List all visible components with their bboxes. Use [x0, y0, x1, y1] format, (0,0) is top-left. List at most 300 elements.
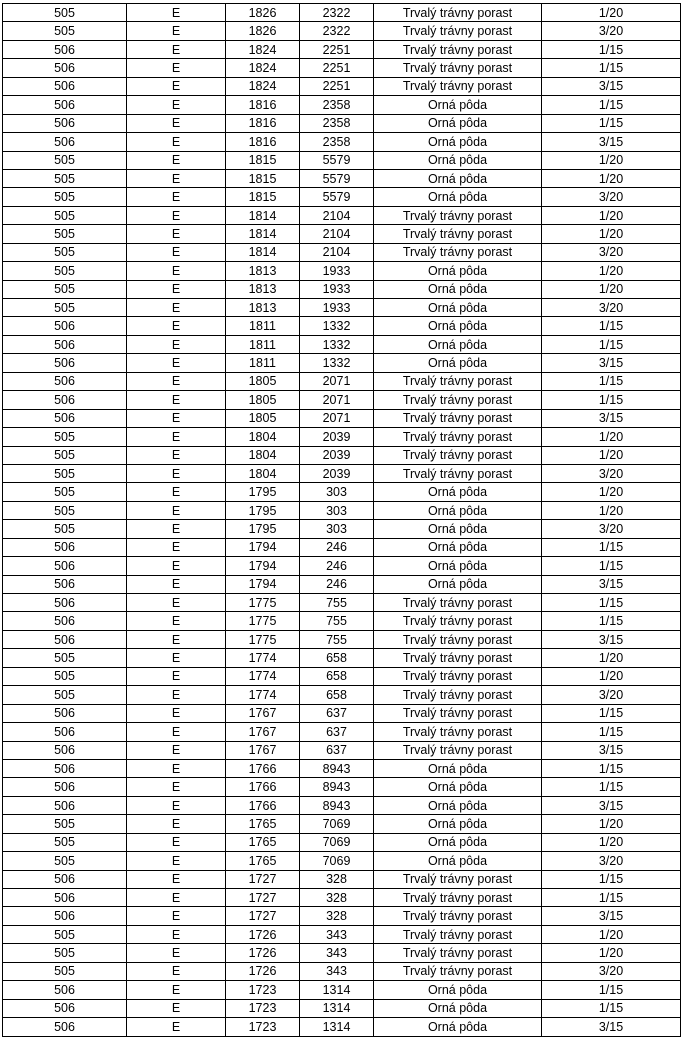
col-1-cell: 505	[3, 262, 127, 280]
col-6-cell: 1/20	[542, 225, 681, 243]
col-6-cell: 1/15	[542, 889, 681, 907]
col-5-cell: Orná pôda	[374, 501, 542, 519]
col-3-cell: 1795	[226, 520, 300, 538]
table-row	[3, 723, 681, 741]
col-5-cell: Trvalý trávny porast	[374, 612, 542, 630]
table-row	[3, 151, 681, 169]
col-6-cell: 1/15	[542, 538, 681, 556]
col-4-cell: 2071	[300, 409, 374, 427]
col-2-cell: E	[127, 557, 226, 575]
col-5-cell: Trvalý trávny porast	[374, 630, 542, 648]
col-1-cell: 505	[3, 280, 127, 298]
col-2-cell: E	[127, 464, 226, 482]
col-3-cell: 1816	[226, 133, 300, 151]
col-3-cell: 1767	[226, 741, 300, 759]
col-4-cell: 2322	[300, 4, 374, 22]
col-5-cell: Trvalý trávny porast	[374, 723, 542, 741]
col-3-cell: 1804	[226, 446, 300, 464]
col-6-cell: 3/15	[542, 409, 681, 427]
col-1-cell: 505	[3, 925, 127, 943]
col-2-cell: E	[127, 796, 226, 814]
col-1-cell: 505	[3, 852, 127, 870]
col-5-cell: Orná pôda	[374, 169, 542, 187]
col-3-cell: 1766	[226, 796, 300, 814]
col-5-cell: Orná pôda	[374, 354, 542, 372]
col-1-cell: 505	[3, 206, 127, 224]
col-3-cell: 1765	[226, 852, 300, 870]
col-4-cell: 2071	[300, 391, 374, 409]
col-5-cell: Orná pôda	[374, 96, 542, 114]
col-3-cell: 1727	[226, 889, 300, 907]
col-5-cell: Orná pôda	[374, 520, 542, 538]
col-4-cell: 2104	[300, 225, 374, 243]
col-6-cell: 1/20	[542, 280, 681, 298]
table-row	[3, 59, 681, 77]
col-2-cell: E	[127, 612, 226, 630]
col-5-cell: Trvalý trávny porast	[374, 372, 542, 390]
table-row	[3, 889, 681, 907]
table-row	[3, 483, 681, 501]
col-3-cell: 1824	[226, 40, 300, 58]
col-2-cell: E	[127, 686, 226, 704]
col-5-cell: Trvalý trávny porast	[374, 686, 542, 704]
col-2-cell: E	[127, 889, 226, 907]
col-2-cell: E	[127, 981, 226, 999]
col-3-cell: 1726	[226, 944, 300, 962]
col-5-cell: Orná pôda	[374, 262, 542, 280]
table-row	[3, 428, 681, 446]
col-4-cell: 2251	[300, 77, 374, 95]
col-3-cell: 1805	[226, 372, 300, 390]
col-1-cell: 505	[3, 833, 127, 851]
col-3-cell: 1794	[226, 557, 300, 575]
table-row	[3, 1018, 681, 1036]
table-row	[3, 538, 681, 556]
table-row	[3, 594, 681, 612]
col-6-cell: 1/20	[542, 446, 681, 464]
col-5-cell: Orná pôda	[374, 280, 542, 298]
col-6-cell: 1/20	[542, 483, 681, 501]
col-4-cell: 2039	[300, 446, 374, 464]
col-3-cell: 1814	[226, 225, 300, 243]
col-1-cell: 505	[3, 520, 127, 538]
col-6-cell: 1/20	[542, 4, 681, 22]
table-row	[3, 815, 681, 833]
table-row	[3, 501, 681, 519]
col-2-cell: E	[127, 962, 226, 980]
col-4-cell: 2039	[300, 428, 374, 446]
table-row	[3, 962, 681, 980]
col-3-cell: 1774	[226, 667, 300, 685]
col-2-cell: E	[127, 77, 226, 95]
col-3-cell: 1816	[226, 96, 300, 114]
table-row	[3, 40, 681, 58]
col-2-cell: E	[127, 594, 226, 612]
col-3-cell: 1815	[226, 169, 300, 187]
table-row	[3, 870, 681, 888]
col-2-cell: E	[127, 428, 226, 446]
col-3-cell: 1826	[226, 22, 300, 40]
col-6-cell: 3/15	[542, 133, 681, 151]
col-2-cell: E	[127, 999, 226, 1017]
table-row	[3, 778, 681, 796]
col-1-cell: 506	[3, 575, 127, 593]
col-6-cell: 1/15	[542, 557, 681, 575]
col-5-cell: Orná pôda	[374, 299, 542, 317]
table-row	[3, 280, 681, 298]
table-row	[3, 372, 681, 390]
col-3-cell: 1766	[226, 759, 300, 777]
col-5-cell: Orná pôda	[374, 815, 542, 833]
col-1-cell: 505	[3, 299, 127, 317]
col-5-cell: Orná pôda	[374, 796, 542, 814]
table-row	[3, 944, 681, 962]
col-2-cell: E	[127, 96, 226, 114]
col-2-cell: E	[127, 575, 226, 593]
col-4-cell: 637	[300, 741, 374, 759]
col-4-cell: 755	[300, 630, 374, 648]
col-2-cell: E	[127, 4, 226, 22]
col-2-cell: E	[127, 630, 226, 648]
col-6-cell: 1/15	[542, 612, 681, 630]
table-row	[3, 464, 681, 482]
col-3-cell: 1775	[226, 612, 300, 630]
col-1-cell: 505	[3, 225, 127, 243]
col-3-cell: 1804	[226, 428, 300, 446]
col-4-cell: 328	[300, 870, 374, 888]
col-5-cell: Trvalý trávny porast	[374, 907, 542, 925]
col-5-cell: Trvalý trávny porast	[374, 243, 542, 261]
col-3-cell: 1726	[226, 925, 300, 943]
col-5-cell: Trvalý trávny porast	[374, 446, 542, 464]
table-row	[3, 169, 681, 187]
col-3-cell: 1723	[226, 1018, 300, 1036]
col-4-cell: 7069	[300, 833, 374, 851]
col-2-cell: E	[127, 852, 226, 870]
col-2-cell: E	[127, 114, 226, 132]
col-5-cell: Trvalý trávny porast	[374, 925, 542, 943]
col-4-cell: 5579	[300, 188, 374, 206]
col-6-cell: 1/15	[542, 778, 681, 796]
col-5-cell: Orná pôda	[374, 759, 542, 777]
col-5-cell: Trvalý trávny porast	[374, 594, 542, 612]
col-4-cell: 1332	[300, 317, 374, 335]
col-2-cell: E	[127, 520, 226, 538]
col-3-cell: 1814	[226, 243, 300, 261]
col-5-cell: Trvalý trávny porast	[374, 225, 542, 243]
table-row	[3, 704, 681, 722]
table-row	[3, 999, 681, 1017]
col-6-cell: 1/20	[542, 925, 681, 943]
col-3-cell: 1794	[226, 575, 300, 593]
table-row	[3, 114, 681, 132]
col-2-cell: E	[127, 483, 226, 501]
col-6-cell: 1/15	[542, 723, 681, 741]
col-1-cell: 506	[3, 704, 127, 722]
col-1-cell: 505	[3, 483, 127, 501]
table-row	[3, 520, 681, 538]
col-4-cell: 5579	[300, 169, 374, 187]
col-1-cell: 506	[3, 391, 127, 409]
col-6-cell: 1/20	[542, 428, 681, 446]
col-1-cell: 506	[3, 354, 127, 372]
col-6-cell: 3/20	[542, 299, 681, 317]
table-row	[3, 335, 681, 353]
col-4-cell: 343	[300, 944, 374, 962]
col-4-cell: 637	[300, 704, 374, 722]
col-2-cell: E	[127, 372, 226, 390]
table-row	[3, 317, 681, 335]
col-4-cell: 8943	[300, 796, 374, 814]
col-1-cell: 506	[3, 778, 127, 796]
col-3-cell: 1767	[226, 704, 300, 722]
col-5-cell: Orná pôda	[374, 335, 542, 353]
col-1-cell: 506	[3, 557, 127, 575]
col-1-cell: 505	[3, 501, 127, 519]
col-2-cell: E	[127, 206, 226, 224]
col-6-cell: 3/20	[542, 464, 681, 482]
col-2-cell: E	[127, 907, 226, 925]
col-4-cell: 755	[300, 612, 374, 630]
col-4-cell: 1314	[300, 999, 374, 1017]
col-6-cell: 3/20	[542, 243, 681, 261]
table-row	[3, 612, 681, 630]
col-6-cell: 3/15	[542, 796, 681, 814]
col-5-cell: Trvalý trávny porast	[374, 962, 542, 980]
col-3-cell: 1811	[226, 354, 300, 372]
col-6-cell: 1/15	[542, 317, 681, 335]
col-6-cell: 1/20	[542, 815, 681, 833]
col-6-cell: 1/20	[542, 151, 681, 169]
col-6-cell: 3/15	[542, 77, 681, 95]
table-row	[3, 796, 681, 814]
col-3-cell: 1774	[226, 649, 300, 667]
col-3-cell: 1795	[226, 483, 300, 501]
col-2-cell: E	[127, 317, 226, 335]
col-1-cell: 506	[3, 759, 127, 777]
col-4-cell: 343	[300, 925, 374, 943]
col-3-cell: 1811	[226, 335, 300, 353]
col-1-cell: 506	[3, 612, 127, 630]
col-1-cell: 506	[3, 981, 127, 999]
col-5-cell: Trvalý trávny porast	[374, 22, 542, 40]
table-row	[3, 649, 681, 667]
col-4-cell: 246	[300, 557, 374, 575]
col-4-cell: 658	[300, 649, 374, 667]
table-row	[3, 22, 681, 40]
table-row	[3, 354, 681, 372]
col-3-cell: 1723	[226, 981, 300, 999]
col-6-cell: 1/15	[542, 96, 681, 114]
col-2-cell: E	[127, 759, 226, 777]
col-1-cell: 506	[3, 40, 127, 58]
col-4-cell: 1314	[300, 1018, 374, 1036]
col-4-cell: 1933	[300, 299, 374, 317]
col-6-cell: 3/20	[542, 22, 681, 40]
col-4-cell: 1933	[300, 262, 374, 280]
col-2-cell: E	[127, 925, 226, 943]
col-4-cell: 7069	[300, 852, 374, 870]
col-1-cell: 505	[3, 944, 127, 962]
col-1-cell: 505	[3, 22, 127, 40]
col-2-cell: E	[127, 723, 226, 741]
col-5-cell: Orná pôda	[374, 999, 542, 1017]
col-4-cell: 658	[300, 686, 374, 704]
table-row	[3, 4, 681, 22]
table-row	[3, 299, 681, 317]
table-row	[3, 206, 681, 224]
table-row	[3, 686, 681, 704]
col-4-cell: 2104	[300, 206, 374, 224]
col-2-cell: E	[127, 262, 226, 280]
col-1-cell: 505	[3, 4, 127, 22]
col-5-cell: Orná pôda	[374, 1018, 542, 1036]
col-6-cell: 3/15	[542, 1018, 681, 1036]
col-2-cell: E	[127, 151, 226, 169]
col-5-cell: Trvalý trávny porast	[374, 4, 542, 22]
col-2-cell: E	[127, 40, 226, 58]
col-3-cell: 1765	[226, 833, 300, 851]
col-1-cell: 506	[3, 999, 127, 1017]
col-1-cell: 506	[3, 59, 127, 77]
table-row	[3, 133, 681, 151]
col-6-cell: 1/15	[542, 372, 681, 390]
col-1-cell: 506	[3, 335, 127, 353]
col-6-cell: 3/20	[542, 520, 681, 538]
col-1-cell: 505	[3, 464, 127, 482]
col-5-cell: Orná pôda	[374, 188, 542, 206]
col-3-cell: 1727	[226, 870, 300, 888]
col-1-cell: 506	[3, 114, 127, 132]
col-4-cell: 658	[300, 667, 374, 685]
col-3-cell: 1775	[226, 630, 300, 648]
col-6-cell: 3/15	[542, 630, 681, 648]
table-row	[3, 391, 681, 409]
col-2-cell: E	[127, 667, 226, 685]
col-1-cell: 505	[3, 667, 127, 685]
col-5-cell: Trvalý trávny porast	[374, 667, 542, 685]
col-6-cell: 1/15	[542, 594, 681, 612]
col-4-cell: 303	[300, 501, 374, 519]
col-1-cell: 506	[3, 594, 127, 612]
col-1-cell: 506	[3, 409, 127, 427]
col-3-cell: 1815	[226, 188, 300, 206]
col-1-cell: 506	[3, 741, 127, 759]
col-5-cell: Trvalý trávny porast	[374, 40, 542, 58]
col-1-cell: 506	[3, 630, 127, 648]
col-3-cell: 1775	[226, 594, 300, 612]
table-row	[3, 262, 681, 280]
table-row	[3, 759, 681, 777]
col-3-cell: 1723	[226, 999, 300, 1017]
col-1-cell: 506	[3, 77, 127, 95]
col-6-cell: 1/20	[542, 169, 681, 187]
table-row	[3, 188, 681, 206]
col-5-cell: Trvalý trávny porast	[374, 870, 542, 888]
col-4-cell: 2358	[300, 114, 374, 132]
col-6-cell: 3/20	[542, 962, 681, 980]
col-5-cell: Orná pôda	[374, 538, 542, 556]
col-4-cell: 2322	[300, 22, 374, 40]
col-3-cell: 1727	[226, 907, 300, 925]
col-4-cell: 2071	[300, 372, 374, 390]
col-4-cell: 5579	[300, 151, 374, 169]
table-row	[3, 409, 681, 427]
col-5-cell: Trvalý trávny porast	[374, 77, 542, 95]
col-2-cell: E	[127, 225, 226, 243]
col-6-cell: 3/15	[542, 354, 681, 372]
col-1-cell: 506	[3, 870, 127, 888]
col-4-cell: 246	[300, 538, 374, 556]
table-row	[3, 630, 681, 648]
col-6-cell: 1/15	[542, 114, 681, 132]
col-2-cell: E	[127, 280, 226, 298]
col-4-cell: 328	[300, 889, 374, 907]
col-3-cell: 1813	[226, 299, 300, 317]
col-4-cell: 8943	[300, 759, 374, 777]
col-2-cell: E	[127, 243, 226, 261]
col-5-cell: Trvalý trávny porast	[374, 889, 542, 907]
col-6-cell: 1/20	[542, 649, 681, 667]
col-5-cell: Orná pôda	[374, 981, 542, 999]
col-3-cell: 1767	[226, 723, 300, 741]
col-1-cell: 506	[3, 372, 127, 390]
col-2-cell: E	[127, 704, 226, 722]
col-6-cell: 3/20	[542, 686, 681, 704]
col-5-cell: Orná pôda	[374, 833, 542, 851]
col-4-cell: 2104	[300, 243, 374, 261]
col-6-cell: 1/15	[542, 870, 681, 888]
col-4-cell: 2251	[300, 59, 374, 77]
table-row	[3, 907, 681, 925]
col-6-cell: 1/20	[542, 501, 681, 519]
col-4-cell: 328	[300, 907, 374, 925]
col-4-cell: 2251	[300, 40, 374, 58]
col-1-cell: 506	[3, 96, 127, 114]
col-3-cell: 1794	[226, 538, 300, 556]
col-4-cell: 303	[300, 520, 374, 538]
col-3-cell: 1804	[226, 464, 300, 482]
col-1-cell: 506	[3, 1018, 127, 1036]
col-6-cell: 1/15	[542, 999, 681, 1017]
col-4-cell: 343	[300, 962, 374, 980]
col-3-cell: 1774	[226, 686, 300, 704]
col-5-cell: Trvalý trávny porast	[374, 428, 542, 446]
col-1-cell: 505	[3, 649, 127, 667]
col-2-cell: E	[127, 169, 226, 187]
col-6-cell: 1/15	[542, 981, 681, 999]
col-4-cell: 7069	[300, 815, 374, 833]
col-6-cell: 3/15	[542, 907, 681, 925]
col-6-cell: 1/20	[542, 206, 681, 224]
table-row	[3, 96, 681, 114]
col-5-cell: Trvalý trávny porast	[374, 704, 542, 722]
col-1-cell: 506	[3, 796, 127, 814]
col-4-cell: 1332	[300, 335, 374, 353]
table-row	[3, 852, 681, 870]
col-2-cell: E	[127, 1018, 226, 1036]
col-1-cell: 505	[3, 169, 127, 187]
col-2-cell: E	[127, 778, 226, 796]
col-3-cell: 1805	[226, 391, 300, 409]
col-6-cell: 3/15	[542, 741, 681, 759]
col-2-cell: E	[127, 299, 226, 317]
table-row	[3, 225, 681, 243]
col-3-cell: 1826	[226, 4, 300, 22]
col-6-cell: 3/15	[542, 575, 681, 593]
col-5-cell: Trvalý trávny porast	[374, 741, 542, 759]
col-6-cell: 1/15	[542, 759, 681, 777]
